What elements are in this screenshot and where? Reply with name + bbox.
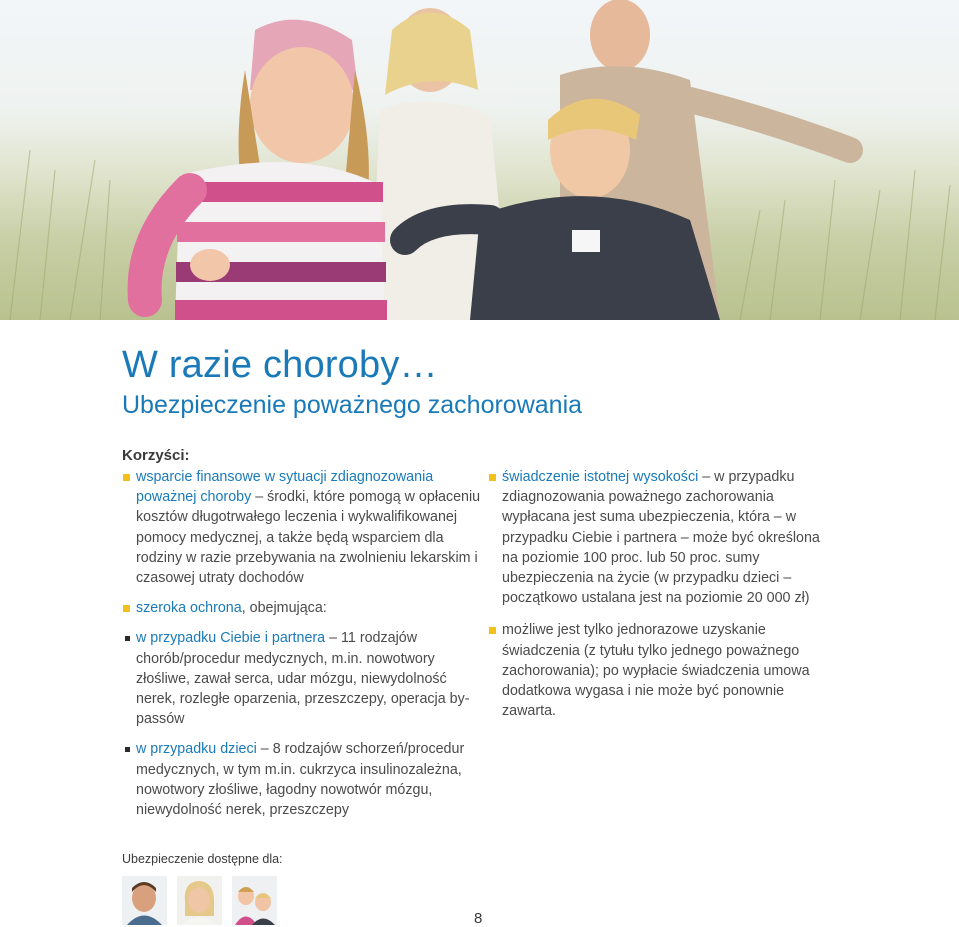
family-photo-illustration (0, 0, 959, 320)
benefits-heading: Korzyści: (122, 447, 190, 464)
yellow-square-bullet-icon (123, 474, 130, 481)
black-square-bullet-icon (125, 747, 130, 752)
availability-label: Ubezpieczenie dostępne dla: (122, 852, 283, 866)
children-avatar-icon (232, 876, 277, 925)
hero-photo (0, 0, 959, 320)
yellow-square-bullet-icon (123, 605, 130, 612)
benefits-right-column (488, 467, 823, 721)
benefit-text: – 11 rodzajów chorób/procedur medycznych, m.in. nowotwory złośliwe, zawał serca, udar mózgu, niewydolność nerek, rozległe oparzenia, przeszczepy, operacja by-passów (136, 630, 470, 728)
benefit-text: – w przypadku zdiagnozowania poważnego zachorowania wypłacana jest suma ubezpieczenia, która – w przypadku Ciebie i partnera – może być określona na poziomie 100 proc. lub 50 proc. sumy ubezpieczenia na życie (w przypadku dzieci – początkowo ustalana jest na poziomie 20 000 zł) (502, 469, 820, 607)
yellow-square-bullet-icon (489, 627, 496, 634)
benefits-left-column (122, 467, 484, 820)
benefit-highlight: wsparcie finansowe w sytuacji zdiagnozowania poważnej choroby (136, 469, 434, 506)
benefit-item (122, 467, 484, 588)
benefit-item (488, 467, 823, 608)
benefit-text: , obejmująca: (241, 600, 327, 617)
page-title: W razie choroby… (122, 344, 438, 386)
sub-benefit-item (122, 628, 484, 729)
yellow-square-bullet-icon (489, 474, 496, 481)
availability-icons (122, 876, 277, 925)
black-square-bullet-icon (125, 636, 130, 641)
benefit-highlight: świadczenie istotnej wysokości (502, 469, 699, 485)
benefit-item (488, 620, 823, 721)
benefit-highlight: szeroka ochrona (136, 600, 242, 617)
benefit-item (122, 598, 484, 618)
benefit-highlight: w przypadku dzieci (136, 741, 257, 758)
page-subtitle: Ubezpieczenie poważnego zachorowania (122, 391, 583, 419)
benefit-text: – 8 rodzajów schorzeń/procedur medycznych, w tym m.in. cukrzyca insulinozależna, nowotwory złośliwe, łagodny nowotwór mózgu, niewydolność nerek, przeszczepy (136, 741, 465, 819)
benefit-text: możliwe jest tylko jednorazowe uzyskanie świadczenia (z tytułu tylko jednego poważnego zachorowania); po wypłacie świadczenia umowa dodatkowa wygasa i nie może być ponownie zawarta. (502, 622, 810, 720)
sub-benefit-item (122, 739, 484, 820)
benefit-text: – środki, które pomogą w opłaceniu kosztów długotrwałego leczenia i wykwalifikowanej pomocy medycznej, a także będą wsparciem dla rodziny w razie przebywania na zwolnieniu lekarskim i czasowej utraty dochodów (136, 489, 481, 587)
page-number: 8 (474, 910, 483, 927)
woman-avatar-icon (177, 876, 222, 925)
man-avatar-icon (122, 876, 167, 925)
benefit-highlight: w przypadku Ciebie i partnera (136, 630, 326, 647)
